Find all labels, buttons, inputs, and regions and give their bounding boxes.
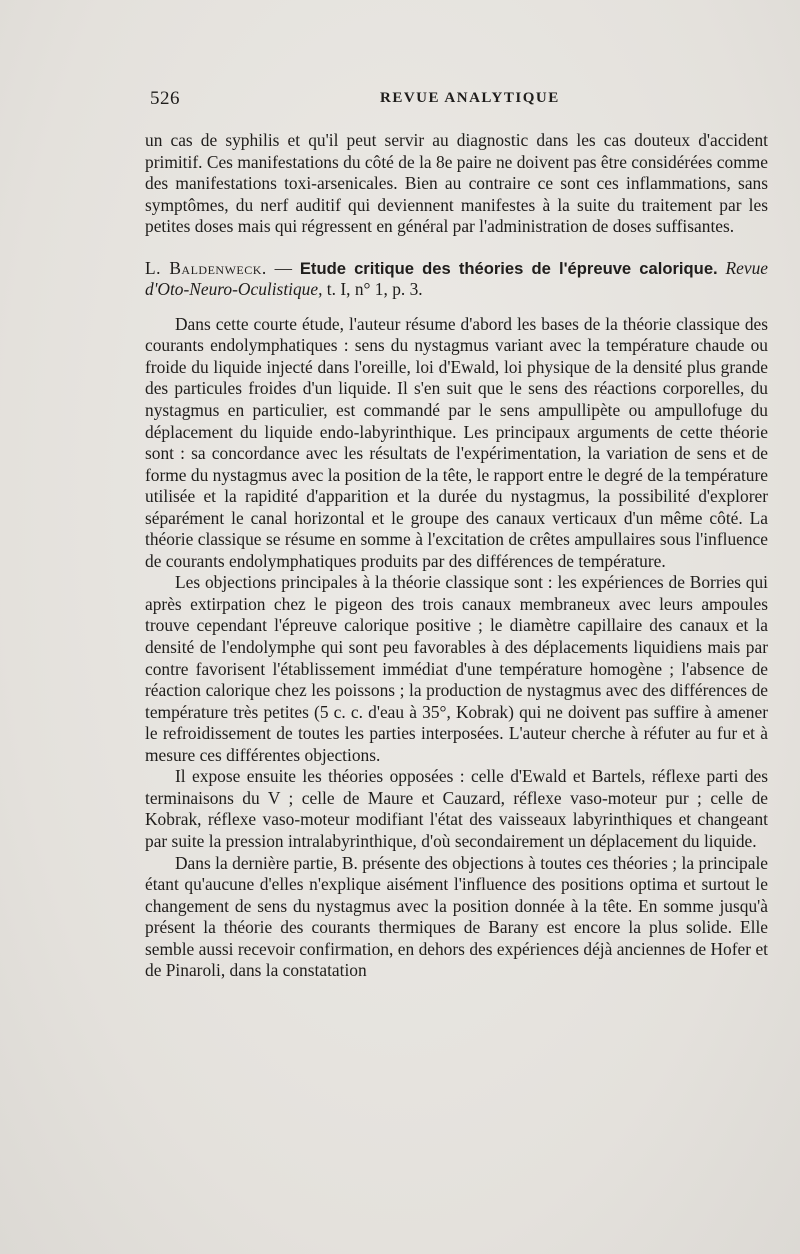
bibliographic-citation — [145, 258, 768, 301]
page-number: 526 — [150, 88, 180, 109]
paragraph-objections: Les objections principales à la théorie classique sont : les expériences de Borries qui après extirpation chez le pigeon des trois canaux membraneux avec leurs ampoules trouve cependant l'épreuve calorique positive ; le diamètre capillaire des canaux et la densité de l'endolymphe qui sont peu favorables à des déplacements liquidiens mais par contre favorisent l'établissement immédiat d'une température homogène ; l'absence de réaction calorique chez les poissons ; la production de nystagmus avec des différences de température très petites (5 c. c. d'eau à 35°, Kobrak) qui ne doivent pas suffire à amener le refroidissement de toutes les parties interposées. L'auteur cherche à réfuter au fur et à mesure ces différentes objections. — [145, 572, 768, 765]
citation-journal: Revue d'Oto-Neuro-Oculistique, — [145, 257, 768, 300]
page-body — [145, 130, 768, 982]
running-head: REVUE ANALYTIQUE — [380, 90, 560, 106]
paragraph-continuation: un cas de syphilis et qu'il peut servir au diagnostic dans les cas douteux d'accident primitif. Ces manifestations du côté de la 8e paire ne doivent pas être considérées comme des manifestations toxi-arsenicales. Bien au contraire ce sont ces inflammations, sans symptômes, du nerf auditif qui deviennent manifestes à la suite du traitement par les petites doses mais qui régressent en général par l'administration de doses suffisantes. — [145, 130, 768, 237]
page-header — [150, 88, 770, 112]
citation-author: L. Baldenweck. — [145, 257, 267, 278]
citation-reference: t. I, n° 1, p. 3. — [322, 279, 423, 300]
paragraph-conclusion: Dans la dernière partie, B. présente des objections à toutes ces théories ; la principale étant qu'aucune d'elles n'explique aisément l'influence des positions optima et surtout le changement de sens du nystagmus avec la position donnée à la tête. En somme jusqu'à présent la théorie des courants thermiques de Barany est encore la plus solide. Elle semble aussi recevoir confirmation, en dehors des expériences déjà anciennes de Hofer et de Pinaroli, dans la constatation — [145, 852, 768, 981]
citation-dash: — — [266, 257, 300, 278]
paragraph-summary: Dans cette courte étude, l'auteur résume d'abord les bases de la théorie classique des courants endolymphatiques : sens du nystagmus variant avec la température chaude ou froide du liquide injecté dans l'oreille, loi d'Ewald, loi physique de la densité plus grande des particules froides d'un liquide. Il s'en suit que le sens des réactions corporelles, du nystagmus en particulier, est commandé par le sens ampullipète ou ampullofuge du déplacement du liquide endo-labyrinthique. Les principaux arguments de cette théorie sont : sa concordance avec les résultats de l'expérimentation, la variation de sens et de forme du nystagmus avec la position de la tête, le rapport entre le degré de la température utilisée et la rapidité d'apparition et la durée du nystagmus, la possibilité d'explorer séparément le canal horizontal et le groupe des canaux verticaux d'un même côté. La théorie classique se résume en somme à l'excitation de crêtes ampullaires sous l'influence de courants endolymphatiques produits par des différences de température. — [145, 313, 768, 571]
citation-title: Etude critique des théories de l'épreuve calorique. — [299, 258, 718, 278]
paragraph-theories: Il expose ensuite les théories opposées : celle d'Ewald et Bartels, réflexe parti des terminaisons du V ; celle de Maure et Cauzard, réflexe vaso-moteur pur ; celle de Kobrak, réflexe vaso-moteur modifiant l'état des vaisseaux labyrinthiques et changeant par suite la pression intralabyrinthique, d'où secondairement un déplacement du liquide. — [145, 766, 768, 851]
